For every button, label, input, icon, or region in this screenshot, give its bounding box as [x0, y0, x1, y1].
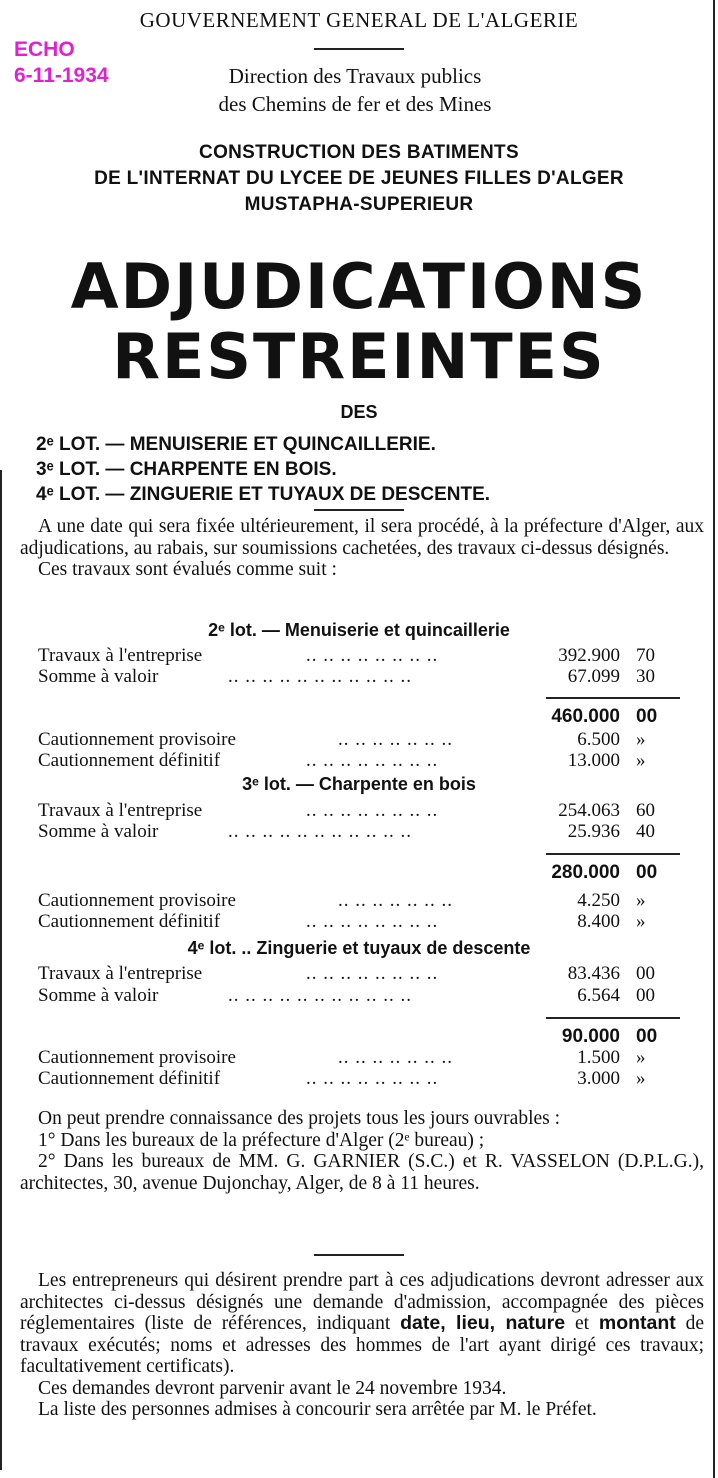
- lots-list: [36, 432, 490, 507]
- leader-dots: .. .. .. .. .. .. .. ..: [306, 800, 439, 821]
- cost-row: [38, 645, 680, 667]
- bond-row: [38, 890, 680, 912]
- bond-label: Cautionnement provisoire: [38, 1047, 236, 1068]
- intro-text: [20, 516, 704, 581]
- lot-item: 4ᵉ LOT. — ZINGUERIE ET TUYAUX DE DESCENTE.: [36, 484, 491, 505]
- cost-cents: 00: [636, 963, 655, 984]
- leader-dots: .. .. .. .. .. .. .. ..: [306, 963, 439, 984]
- bond-amount: 8.400: [577, 911, 620, 932]
- total-amount: 90.000: [561, 1026, 620, 1047]
- bond-cents: »: [636, 1068, 646, 1089]
- bond-row: [38, 729, 680, 751]
- lot-heading: 4ᵉ lot. .. Zinguerie et tuyaux de descente: [187, 938, 531, 958]
- consultation-text: [20, 1108, 704, 1194]
- bond-row: [38, 911, 680, 933]
- bond-label: Cautionnement définitif: [38, 750, 221, 771]
- consultation-paragraph: 1° Dans les bureaux de la préfecture d'Alger (2ᵉ bureau) ;: [38, 1129, 485, 1151]
- bond-amount: 4.250: [577, 890, 620, 911]
- leader-dots: .. .. .. .. .. .. .. .. .. .. ..: [228, 666, 412, 687]
- admission-paragraph: Les entrepreneurs qui désirent prendre part à ces adjudications devront adresser aux architectes ci-dessus désignés une demande d'admission, accompagnée des pièces réglementaires (liste de références, indiquant date, lieu, nature et montant de travaux exécutés; noms et adresses des hommes de l'art ayant dirigé ces travaux; facultativement certificats).: [20, 1270, 705, 1377]
- cost-amount: 67.099: [567, 666, 620, 687]
- bond-cents: »: [636, 911, 646, 932]
- leader-dots: .. .. .. .. .. .. .. .. .. .. ..: [228, 985, 412, 1006]
- column-rule-right: [713, 0, 715, 1478]
- bond-amount: 1.500: [577, 1047, 620, 1068]
- bond-amount: 13.000: [567, 750, 620, 771]
- bond-cents: »: [636, 750, 646, 771]
- cost-cents: 70: [636, 645, 655, 666]
- lot-item: 3ᵉ LOT. — CHARPENTE EN BOIS.: [36, 459, 337, 480]
- total-row: [38, 706, 680, 728]
- cost-cents: 00: [636, 985, 655, 1006]
- admission-text: [20, 1270, 704, 1421]
- leader-dots: .. .. .. .. .. .. ..: [338, 1047, 453, 1068]
- consultation-paragraph: On peut prendre connaissance des projets tous les jours ouvrables :: [38, 1108, 561, 1129]
- cost-row: [38, 666, 680, 688]
- cost-label: Somme à valoir: [38, 666, 159, 687]
- source-stamp: ECHO: [14, 38, 75, 61]
- direction-line: des Chemins de fer et des Mines: [218, 92, 492, 116]
- sum-line: [546, 853, 680, 855]
- separator: [314, 509, 404, 511]
- total-amount: 460.000: [551, 706, 620, 727]
- cost-cents: 60: [636, 800, 655, 821]
- separator: [314, 48, 404, 50]
- bond-cents: »: [636, 1047, 646, 1068]
- sum-line: [546, 697, 680, 699]
- bond-cents: »: [636, 729, 646, 750]
- total-cents: 00: [636, 706, 658, 727]
- bond-label: Cautionnement définitif: [38, 1068, 221, 1089]
- construction-line: MUSTAPHA-SUPERIEUR: [244, 194, 474, 215]
- leader-dots: .. .. .. .. .. .. .. ..: [306, 645, 439, 666]
- direction-line: Direction des Travaux publics: [228, 64, 482, 88]
- bond-row: [38, 1047, 680, 1069]
- intro-paragraph: A une date qui sera fixée ultérieurement, il sera procédé, à la préfecture d'Alger, aux adjudications, au rabais, sur soumissions cachetées, des travaux ci-dessus désignés.: [20, 516, 704, 559]
- leader-dots: .. .. .. .. .. .. ..: [338, 890, 453, 911]
- intro-paragraph: Ces travaux sont évalués comme suit :: [38, 559, 337, 580]
- main-title: ADJUDICATIONS: [70, 250, 648, 323]
- cost-amount: 83.436: [567, 963, 620, 984]
- leader-dots: .. .. .. .. .. .. .. ..: [306, 911, 439, 932]
- bond-cents: »: [636, 890, 646, 911]
- admission-paragraph: Ces demandes devront parvenir avant le 24 novembre 1934.: [38, 1377, 507, 1399]
- des-label: DES: [340, 402, 378, 422]
- bond-amount: 6.500: [577, 729, 620, 750]
- construction-title: [0, 140, 718, 218]
- leader-dots: .. .. .. .. .. .. ..: [338, 729, 453, 750]
- cost-row: [38, 800, 680, 822]
- cost-row: [38, 963, 680, 985]
- cost-amount: 254.063: [558, 800, 620, 821]
- main-subtitle: RESTREINTES: [112, 320, 606, 393]
- bond-row: [38, 750, 680, 772]
- cost-row: [38, 985, 680, 1007]
- total-cents: 00: [636, 1026, 658, 1047]
- government-heading: GOUVERNEMENT GENERAL DE L'ALGERIE: [139, 8, 579, 32]
- cost-label: Travaux à l'entreprise: [38, 645, 203, 666]
- leader-dots: .. .. .. .. .. .. .. ..: [306, 1068, 439, 1089]
- cost-label: Somme à valoir: [38, 821, 159, 842]
- total-row: [38, 862, 680, 884]
- leader-dots: .. .. .. .. .. .. .. ..: [306, 750, 439, 771]
- construction-line: CONSTRUCTION DES BATIMENTS: [199, 142, 519, 163]
- cost-amount: 6.564: [577, 985, 620, 1006]
- bond-row: [38, 1068, 680, 1090]
- bond-label: Cautionnement provisoire: [38, 729, 236, 750]
- cost-row: [38, 821, 680, 843]
- total-row: [38, 1026, 680, 1048]
- bond-label: Cautionnement définitif: [38, 911, 221, 932]
- cost-amount: 25.936: [567, 821, 620, 842]
- cost-cents: 40: [636, 821, 655, 842]
- admission-paragraph: La liste des personnes admises à concourir sera arrêtée par M. le Préfet.: [38, 1399, 597, 1420]
- lot-heading: 3ᵉ lot. — Charpente en bois: [242, 774, 476, 794]
- total-amount: 280.000: [551, 862, 620, 883]
- cost-label: Travaux à l'entreprise: [38, 963, 203, 984]
- cost-amount: 392.900: [558, 645, 620, 666]
- cost-label: Travaux à l'entreprise: [38, 800, 203, 821]
- sum-line: [546, 1017, 680, 1019]
- emphasis: montant: [598, 1312, 676, 1334]
- construction-line: DE L'INTERNAT DU LYCEE DE JEUNES FILLES D'ALGER: [94, 168, 624, 189]
- cost-label: Somme à valoir: [38, 985, 159, 1006]
- total-cents: 00: [636, 862, 658, 883]
- cost-cents: 30: [636, 666, 655, 687]
- separator: [314, 1254, 404, 1256]
- consultation-paragraph: 2° Dans les bureaux de MM. G. GARNIER (S.C.) et R. VASSELON (D.P.L.G.), architectes, 30, avenue Dujonchay, Alger, de 8 à 11 heures.: [20, 1151, 704, 1194]
- emphasis: date, lieu, nature: [400, 1312, 566, 1334]
- direction-block: [130, 62, 580, 118]
- bond-label: Cautionnement provisoire: [38, 890, 236, 911]
- lot-heading: 2ᵉ lot. — Menuiserie et quincaillerie: [208, 620, 510, 640]
- leader-dots: .. .. .. .. .. .. .. .. .. .. ..: [228, 821, 412, 842]
- lot-item: 2ᵉ LOT. — MENUISERIE ET QUINCAILLERIE.: [36, 434, 436, 455]
- date-stamp: 6-11-1934: [14, 64, 109, 87]
- bond-amount: 3.000: [577, 1068, 620, 1089]
